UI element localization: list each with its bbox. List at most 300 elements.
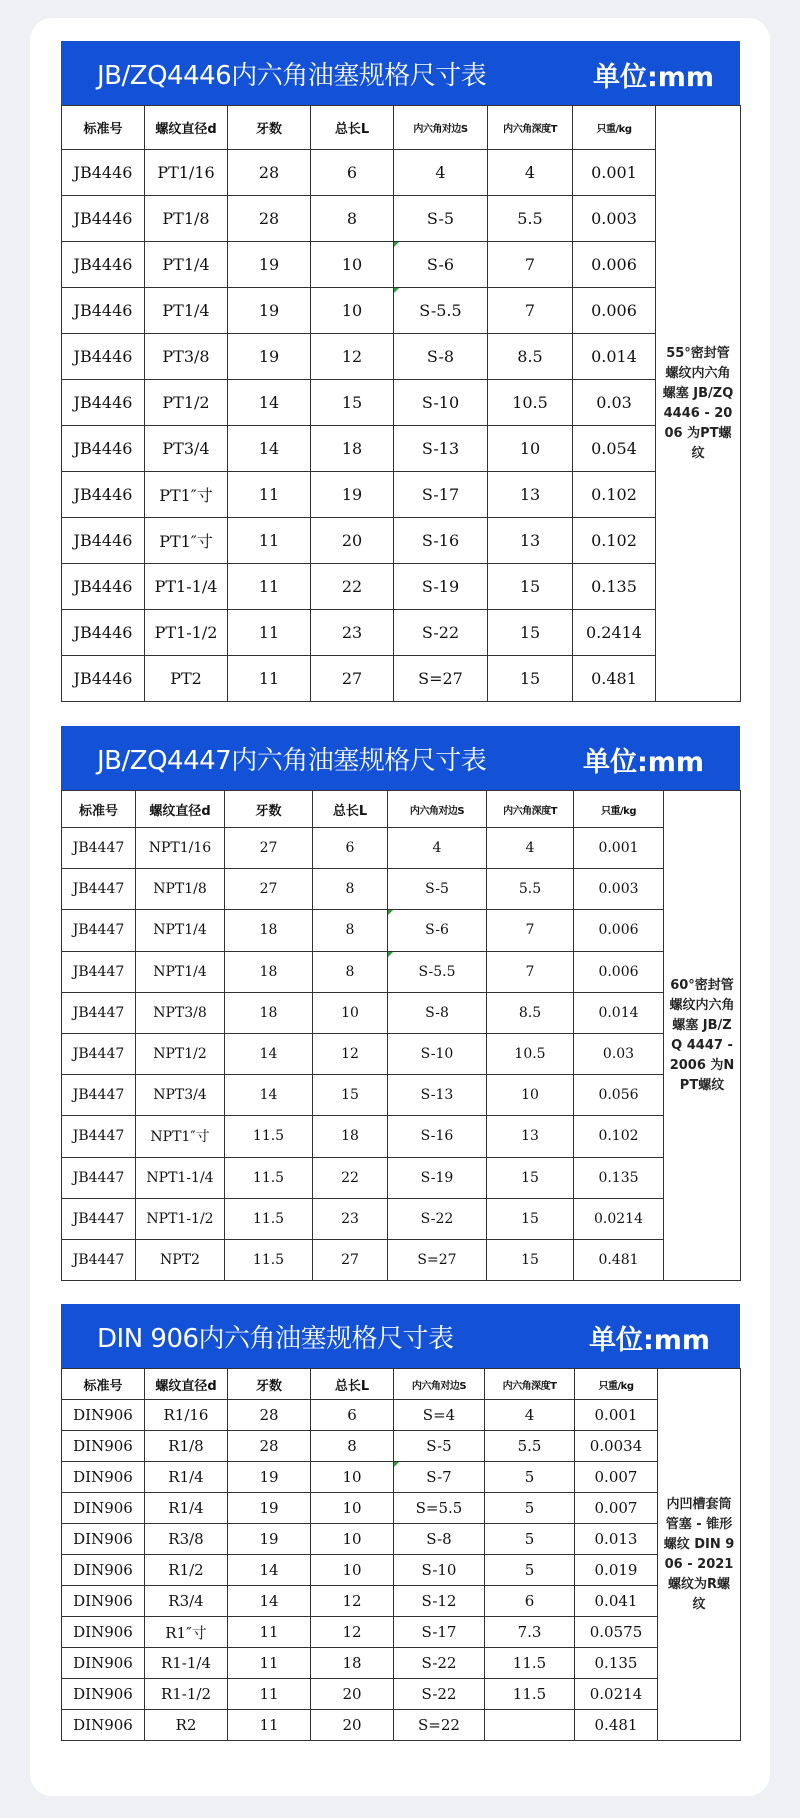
- header-standard: 标准号: [62, 106, 145, 150]
- cell-total-length: 10: [311, 1493, 394, 1524]
- cell-hex-across-flats: S-6: [394, 242, 488, 288]
- header-total-length: 总长L: [311, 1369, 394, 1400]
- cell-hex-depth: 5: [485, 1555, 575, 1586]
- table-row: [62, 1431, 741, 1462]
- table-title-bar: [61, 41, 740, 105]
- cell-thread-count: 18: [225, 951, 313, 992]
- cell-thread-diameter: NPT1″寸: [136, 1116, 225, 1157]
- cell-standard: JB4447: [62, 1075, 136, 1116]
- spec-grid: [61, 790, 741, 1281]
- table-row: [62, 334, 741, 380]
- cell-hex-depth: 11.5: [485, 1679, 575, 1710]
- table-row: [62, 1400, 741, 1431]
- cell-hex-depth: 13: [487, 1116, 574, 1157]
- cell-thread-count: 11: [228, 610, 311, 656]
- cell-total-length: 23: [311, 610, 394, 656]
- cell-total-length: 6: [311, 150, 394, 196]
- cell-hex-across-flats: S-16: [388, 1116, 487, 1157]
- cell-total-length: 18: [313, 1116, 388, 1157]
- cell-total-length: 12: [311, 1586, 394, 1617]
- cell-thread-count: 11: [228, 1679, 311, 1710]
- table-row: [62, 1239, 741, 1280]
- cell-thread-count: 11: [228, 1710, 311, 1741]
- cell-hex-across-flats: S-6: [388, 910, 487, 951]
- unit-label: 单位:mm: [589, 1325, 711, 1356]
- table-row: [62, 472, 741, 518]
- cell-thread-diameter: PT1/4: [145, 288, 228, 334]
- cell-thread-diameter: PT3/4: [145, 426, 228, 472]
- table-title: DIN 906内六角油塞规格尺寸表: [97, 1324, 454, 1354]
- table-row: [62, 828, 741, 869]
- cell-total-length: 8: [311, 196, 394, 242]
- cell-thread-count: 11: [228, 1617, 311, 1648]
- table-row: [62, 869, 741, 910]
- cell-unit-weight: 0.03: [574, 1033, 664, 1074]
- cell-unit-weight: 0.006: [574, 951, 664, 992]
- table-row: [62, 380, 741, 426]
- cell-thread-count: 11: [228, 518, 311, 564]
- cell-unit-weight: 0.0214: [574, 1198, 664, 1239]
- cell-total-length: 6: [313, 828, 388, 869]
- table-row: [62, 426, 741, 472]
- cell-hex-depth: 15: [488, 610, 573, 656]
- cell-thread-diameter: PT1/16: [145, 150, 228, 196]
- cell-total-length: 10: [311, 288, 394, 334]
- cell-hex-depth: 4: [488, 150, 573, 196]
- cell-unit-weight: 0.03: [573, 380, 656, 426]
- cell-thread-diameter: PT1/8: [145, 196, 228, 242]
- cell-thread-count: 14: [225, 1033, 313, 1074]
- table-row: [62, 196, 741, 242]
- cell-thread-diameter: R3/8: [145, 1524, 228, 1555]
- cell-hex-depth: 5: [485, 1524, 575, 1555]
- cell-total-length: 22: [313, 1157, 388, 1198]
- table-row: [62, 150, 741, 196]
- cell-standard: JB4447: [62, 1116, 136, 1157]
- cell-hex-across-flats: S-10: [388, 1033, 487, 1074]
- cell-total-length: 20: [311, 518, 394, 564]
- cell-total-length: 15: [311, 380, 394, 426]
- cell-standard: DIN906: [62, 1648, 145, 1679]
- table-row: [62, 1116, 741, 1157]
- cell-hex-across-flats: S-8: [388, 992, 487, 1033]
- cell-standard: JB4447: [62, 1198, 136, 1239]
- cell-thread-diameter: R1/4: [145, 1462, 228, 1493]
- cell-thread-diameter: R1/4: [145, 1493, 228, 1524]
- cell-unit-weight: 0.001: [573, 150, 656, 196]
- header-standard: 标准号: [62, 791, 136, 828]
- cell-thread-count: 28: [228, 150, 311, 196]
- header-total-length: 总长L: [311, 106, 394, 150]
- cell-hex-across-flats: S=4: [394, 1400, 485, 1431]
- cell-total-length: 18: [311, 426, 394, 472]
- table-row: [62, 1157, 741, 1198]
- table-row: [62, 1524, 741, 1555]
- spec-table-din906: [61, 1304, 740, 1740]
- cell-unit-weight: 0.135: [575, 1648, 658, 1679]
- header-thread-diameter: 螺纹直径d: [145, 1369, 228, 1400]
- cell-standard: DIN906: [62, 1555, 145, 1586]
- cell-unit-weight: 0.007: [575, 1462, 658, 1493]
- cell-standard: DIN906: [62, 1524, 145, 1555]
- header-total-length: 总长L: [313, 791, 388, 828]
- table-row: [62, 518, 741, 564]
- cell-thread-diameter: PT1-1/2: [145, 610, 228, 656]
- cell-total-length: 10: [311, 1555, 394, 1586]
- table-row: [62, 242, 741, 288]
- header-thread-diameter: 螺纹直径d: [145, 106, 228, 150]
- cell-thread-diameter: NPT3/4: [136, 1075, 225, 1116]
- cell-standard: DIN906: [62, 1679, 145, 1710]
- cell-thread-count: 19: [228, 1462, 311, 1493]
- cell-thread-count: 11: [228, 472, 311, 518]
- cell-thread-diameter: PT1/2: [145, 380, 228, 426]
- header-thread-diameter: 螺纹直径d: [136, 791, 225, 828]
- cell-hex-depth: 7.3: [485, 1617, 575, 1648]
- spec-table-jb-zq4447: [61, 726, 740, 1280]
- cell-hex-depth: 15: [488, 564, 573, 610]
- table-title: JB/ZQ4447内六角油塞规格尺寸表: [97, 746, 487, 776]
- cell-standard: DIN906: [62, 1617, 145, 1648]
- cell-hex-depth: [485, 1710, 575, 1741]
- header-thread-count: 牙数: [228, 106, 311, 150]
- cell-total-length: 8: [313, 910, 388, 951]
- cell-thread-count: 18: [225, 910, 313, 951]
- cell-hex-depth: 10.5: [487, 1033, 574, 1074]
- cell-thread-diameter: R1-1/4: [145, 1648, 228, 1679]
- cell-total-length: 20: [311, 1679, 394, 1710]
- cell-unit-weight: 0.006: [574, 910, 664, 951]
- cell-hex-depth: 5.5: [488, 196, 573, 242]
- table-row: [62, 610, 741, 656]
- cell-standard: JB4446: [62, 426, 145, 472]
- cell-total-length: 8: [311, 1431, 394, 1462]
- cell-hex-across-flats: S-19: [388, 1157, 487, 1198]
- cell-thread-count: 27: [225, 828, 313, 869]
- table-title: JB/ZQ4446内六角油塞规格尺寸表: [97, 61, 487, 91]
- cell-hex-depth: 4: [485, 1400, 575, 1431]
- table-row: [62, 1493, 741, 1524]
- table-row: [62, 1555, 741, 1586]
- cell-hex-across-flats: S-8: [394, 334, 488, 380]
- cell-hex-depth: 5: [485, 1493, 575, 1524]
- thread-note: 60°密封管螺纹内六角螺塞 JB/ZQ 4447 - 2006 为NPT螺纹: [664, 791, 741, 1281]
- header-hex-across-flats: 内六角对边S: [394, 106, 488, 150]
- cell-unit-weight: 0.0575: [575, 1617, 658, 1648]
- cell-hex-depth: 15: [487, 1157, 574, 1198]
- cell-unit-weight: 0.481: [573, 656, 656, 702]
- cell-unit-weight: 0.001: [575, 1400, 658, 1431]
- header-unit-weight: 只重/kg: [573, 106, 656, 150]
- cell-unit-weight: 0.013: [575, 1524, 658, 1555]
- header-thread-count: 牙数: [225, 791, 313, 828]
- cell-standard: DIN906: [62, 1493, 145, 1524]
- cell-thread-diameter: NPT1/8: [136, 869, 225, 910]
- cell-standard: DIN906: [62, 1431, 145, 1462]
- table-row: [62, 1679, 741, 1710]
- cell-standard: DIN906: [62, 1710, 145, 1741]
- unit-label: 单位:mm: [583, 747, 705, 778]
- cell-thread-diameter: NPT3/8: [136, 992, 225, 1033]
- cell-thread-count: 11.5: [225, 1198, 313, 1239]
- cell-standard: JB4447: [62, 1239, 136, 1280]
- cell-thread-count: 14: [228, 426, 311, 472]
- cell-total-length: 12: [311, 334, 394, 380]
- cell-unit-weight: 0.003: [574, 869, 664, 910]
- cell-hex-across-flats: 4: [388, 828, 487, 869]
- header-hex-depth: 内六角深度T: [487, 791, 574, 828]
- cell-unit-weight: 0.056: [574, 1075, 664, 1116]
- cell-total-length: 27: [313, 1239, 388, 1280]
- header-hex-depth: 内六角深度T: [485, 1369, 575, 1400]
- cell-hex-depth: 15: [488, 656, 573, 702]
- cell-hex-across-flats: S-16: [394, 518, 488, 564]
- cell-hex-across-flats: S=5.5: [394, 1493, 485, 1524]
- cell-thread-diameter: R3/4: [145, 1586, 228, 1617]
- cell-standard: JB4447: [62, 910, 136, 951]
- cell-hex-depth: 10: [487, 1075, 574, 1116]
- cell-total-length: 10: [311, 1524, 394, 1555]
- cell-standard: DIN906: [62, 1586, 145, 1617]
- table-row: [62, 1033, 741, 1074]
- cell-thread-diameter: PT1/4: [145, 242, 228, 288]
- cell-total-length: 10: [311, 242, 394, 288]
- cell-standard: DIN906: [62, 1462, 145, 1493]
- cell-hex-across-flats: S-10: [394, 380, 488, 426]
- cell-standard: JB4447: [62, 1157, 136, 1198]
- cell-thread-diameter: R2: [145, 1710, 228, 1741]
- cell-standard: JB4447: [62, 951, 136, 992]
- cell-total-length: 15: [313, 1075, 388, 1116]
- cell-standard: JB4446: [62, 242, 145, 288]
- cell-thread-diameter: NPT1/4: [136, 910, 225, 951]
- cell-hex-depth: 10: [488, 426, 573, 472]
- header-hex-across-flats: 内六角对边S: [388, 791, 487, 828]
- cell-thread-count: 28: [228, 196, 311, 242]
- cell-unit-weight: 0.102: [573, 518, 656, 564]
- cell-unit-weight: 0.481: [574, 1239, 664, 1280]
- table-row: [62, 1198, 741, 1239]
- cell-thread-count: 19: [228, 1493, 311, 1524]
- cell-hex-depth: 15: [487, 1239, 574, 1280]
- spec-table-jb-zq4446: [61, 41, 740, 701]
- cell-hex-across-flats: S-12: [394, 1586, 485, 1617]
- table-row: [62, 1710, 741, 1741]
- cell-standard: JB4446: [62, 150, 145, 196]
- cell-total-length: 27: [311, 656, 394, 702]
- cell-hex-across-flats: S-22: [394, 1648, 485, 1679]
- cell-hex-depth: 5: [485, 1462, 575, 1493]
- cell-hex-across-flats: 4: [394, 150, 488, 196]
- cell-thread-diameter: R1/8: [145, 1431, 228, 1462]
- cell-hex-depth: 8.5: [488, 334, 573, 380]
- cell-total-length: 12: [313, 1033, 388, 1074]
- cell-hex-across-flats: S-17: [394, 472, 488, 518]
- cell-total-length: 8: [313, 951, 388, 992]
- cell-total-length: 10: [313, 992, 388, 1033]
- cell-hex-across-flats: S-5.5: [388, 951, 487, 992]
- cell-hex-across-flats: S-22: [388, 1198, 487, 1239]
- spec-grid: [61, 105, 741, 702]
- cell-thread-count: 11: [228, 1648, 311, 1679]
- cell-standard: JB4446: [62, 288, 145, 334]
- cell-thread-count: 14: [228, 1586, 311, 1617]
- cell-thread-diameter: NPT2: [136, 1239, 225, 1280]
- cell-standard: JB4447: [62, 828, 136, 869]
- table-row: [62, 1617, 741, 1648]
- cell-total-length: 8: [313, 869, 388, 910]
- cell-unit-weight: 0.006: [573, 242, 656, 288]
- cell-thread-count: 19: [228, 288, 311, 334]
- cell-unit-weight: 0.2414: [573, 610, 656, 656]
- cell-standard: JB4446: [62, 380, 145, 426]
- table-row: [62, 288, 741, 334]
- cell-hex-depth: 10.5: [488, 380, 573, 426]
- cell-hex-across-flats: S=22: [394, 1710, 485, 1741]
- cell-total-length: 6: [311, 1400, 394, 1431]
- cell-unit-weight: 0.003: [573, 196, 656, 242]
- cell-thread-diameter: NPT1/4: [136, 951, 225, 992]
- table-row: [62, 992, 741, 1033]
- cell-hex-depth: 15: [487, 1198, 574, 1239]
- cell-hex-depth: 13: [488, 518, 573, 564]
- cell-unit-weight: 0.001: [574, 828, 664, 869]
- cell-hex-depth: 7: [487, 910, 574, 951]
- spec-grid: [61, 1368, 741, 1741]
- cell-hex-across-flats: S-5: [394, 196, 488, 242]
- cell-thread-count: 11: [228, 656, 311, 702]
- header-hex-across-flats: 内六角对边S: [394, 1369, 485, 1400]
- cell-thread-count: 19: [228, 1524, 311, 1555]
- cell-thread-count: 19: [228, 334, 311, 380]
- cell-hex-across-flats: S-13: [394, 426, 488, 472]
- cell-unit-weight: 0.102: [573, 472, 656, 518]
- cell-thread-diameter: NPT1-1/4: [136, 1157, 225, 1198]
- cell-standard: JB4446: [62, 472, 145, 518]
- cell-unit-weight: 0.014: [573, 334, 656, 380]
- cell-standard: JB4446: [62, 564, 145, 610]
- cell-unit-weight: 0.0034: [575, 1431, 658, 1462]
- cell-thread-diameter: R1″寸: [145, 1617, 228, 1648]
- cell-hex-across-flats: S=27: [388, 1239, 487, 1280]
- header-row: [62, 1369, 741, 1400]
- cell-hex-depth: 5.5: [487, 869, 574, 910]
- cell-standard: JB4446: [62, 196, 145, 242]
- cell-hex-depth: 7: [488, 288, 573, 334]
- cell-standard: JB4447: [62, 1033, 136, 1074]
- cell-standard: JB4446: [62, 334, 145, 380]
- cell-thread-diameter: R1/2: [145, 1555, 228, 1586]
- cell-thread-count: 14: [228, 1555, 311, 1586]
- cell-unit-weight: 0.019: [575, 1555, 658, 1586]
- cell-total-length: 12: [311, 1617, 394, 1648]
- cell-thread-diameter: NPT1/2: [136, 1033, 225, 1074]
- cell-thread-count: 11.5: [225, 1157, 313, 1198]
- cell-unit-weight: 0.014: [574, 992, 664, 1033]
- cell-unit-weight: 0.007: [575, 1493, 658, 1524]
- thread-note: 55°密封管螺纹内六角螺塞 JB/ZQ 4446 - 2006 为PT螺纹: [656, 106, 741, 702]
- cell-thread-diameter: NPT1/16: [136, 828, 225, 869]
- cell-thread-diameter: PT3/8: [145, 334, 228, 380]
- cell-thread-diameter: R1-1/2: [145, 1679, 228, 1710]
- cell-hex-across-flats: S-22: [394, 610, 488, 656]
- cell-unit-weight: 0.006: [573, 288, 656, 334]
- header-hex-depth: 内六角深度T: [488, 106, 573, 150]
- cell-hex-across-flats: S-19: [394, 564, 488, 610]
- cell-hex-across-flats: S=27: [394, 656, 488, 702]
- cell-thread-diameter: PT2: [145, 656, 228, 702]
- cell-unit-weight: 0.135: [573, 564, 656, 610]
- header-standard: 标准号: [62, 1369, 145, 1400]
- cell-hex-across-flats: S-22: [394, 1679, 485, 1710]
- cell-unit-weight: 0.054: [573, 426, 656, 472]
- cell-hex-across-flats: S-8: [394, 1524, 485, 1555]
- cell-hex-across-flats: S-17: [394, 1617, 485, 1648]
- table-row: [62, 1648, 741, 1679]
- cell-hex-across-flats: S-13: [388, 1075, 487, 1116]
- cell-thread-diameter: PT1″寸: [145, 518, 228, 564]
- cell-standard: JB4446: [62, 518, 145, 564]
- cell-total-length: 20: [311, 1710, 394, 1741]
- cell-hex-depth: 7: [488, 242, 573, 288]
- cell-thread-diameter: PT1-1/4: [145, 564, 228, 610]
- cell-thread-count: 11: [228, 564, 311, 610]
- cell-thread-count: 11.5: [225, 1239, 313, 1280]
- table-row: [62, 656, 741, 702]
- cell-thread-count: 11.5: [225, 1116, 313, 1157]
- header-unit-weight: 只重/kg: [574, 791, 664, 828]
- cell-unit-weight: 0.135: [574, 1157, 664, 1198]
- cell-standard: JB4446: [62, 656, 145, 702]
- cell-standard: JB4447: [62, 992, 136, 1033]
- table-row: [62, 564, 741, 610]
- cell-thread-diameter: R1/16: [145, 1400, 228, 1431]
- cell-thread-diameter: PT1″寸: [145, 472, 228, 518]
- cell-hex-depth: 8.5: [487, 992, 574, 1033]
- cell-hex-across-flats: S-5: [388, 869, 487, 910]
- cell-hex-depth: 5.5: [485, 1431, 575, 1462]
- cell-hex-across-flats: S-5.5: [394, 288, 488, 334]
- header-thread-count: 牙数: [228, 1369, 311, 1400]
- table-row: [62, 1586, 741, 1617]
- table-row: [62, 1462, 741, 1493]
- cell-hex-depth: 13: [488, 472, 573, 518]
- unit-label: 单位:mm: [593, 62, 715, 93]
- cell-thread-count: 18: [225, 992, 313, 1033]
- table-title-bar: [61, 726, 740, 790]
- cell-unit-weight: 0.102: [574, 1116, 664, 1157]
- cell-unit-weight: 0.481: [575, 1710, 658, 1741]
- cell-hex-across-flats: S-7: [394, 1462, 485, 1493]
- cell-hex-depth: 4: [487, 828, 574, 869]
- header-row: [62, 106, 741, 150]
- cell-thread-count: 27: [225, 869, 313, 910]
- cell-total-length: 18: [311, 1648, 394, 1679]
- cell-hex-depth: 11.5: [485, 1648, 575, 1679]
- cell-total-length: 22: [311, 564, 394, 610]
- cell-total-length: 23: [313, 1198, 388, 1239]
- cell-hex-across-flats: S-5: [394, 1431, 485, 1462]
- cell-unit-weight: 0.041: [575, 1586, 658, 1617]
- cell-thread-count: 28: [228, 1431, 311, 1462]
- cell-hex-depth: 7: [487, 951, 574, 992]
- header-row: [62, 791, 741, 828]
- cell-total-length: 19: [311, 472, 394, 518]
- cell-standard: JB4447: [62, 869, 136, 910]
- cell-standard: JB4446: [62, 610, 145, 656]
- table-row: [62, 951, 741, 992]
- cell-thread-count: 28: [228, 1400, 311, 1431]
